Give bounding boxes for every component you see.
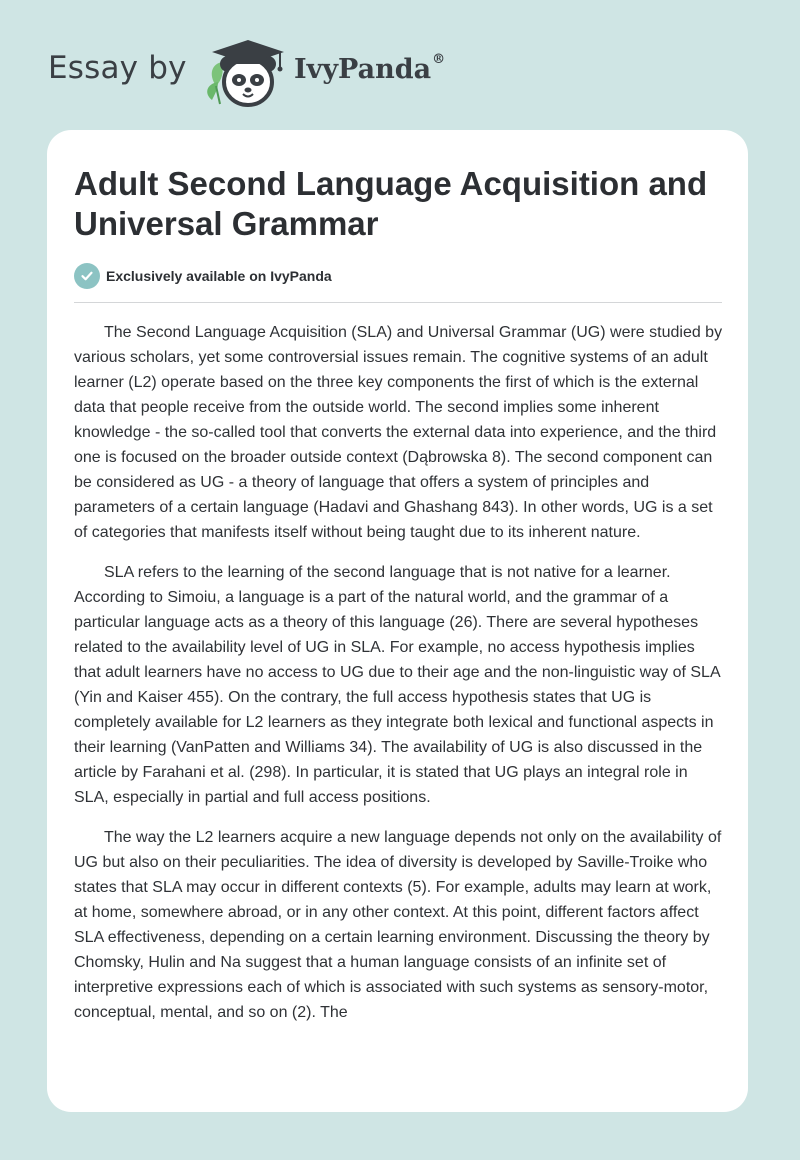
- exclusive-label: Exclusively available on IvyPanda: [106, 268, 332, 284]
- essay-by-label: Essay by: [48, 50, 187, 86]
- registered-mark: ®: [432, 52, 446, 67]
- page-title: Adult Second Language Acquisition and Universal Grammar: [74, 165, 708, 242]
- exclusive-badge: [74, 263, 332, 289]
- essay-body: [74, 320, 724, 1040]
- brand-header[interactable]: [48, 34, 468, 110]
- panda-graduate-icon: [202, 34, 288, 110]
- paragraph: The way the L2 learners acquire a new language depends not only on the availability of UG but also on their peculiarities. The idea of diversity is developed by Saville-Troike who states that SLA may occur in different contexts (5). For example, adults may learn at work, at home, somewhere abroad, or in any other context. At this point, different factors affect SLA effectiveness, depending on a certain learning environment. Discussing the theory by Chomsky, Hulin and Na suggest that a human language consists of an infinite set of interpretive expressions each of which is associated with such systems as sensory-motor, conceptual, mental, and so on (2). The: [74, 829, 722, 1021]
- brand-name: IvyPanda®: [294, 52, 446, 85]
- divider: [74, 302, 722, 303]
- essay-card: [47, 130, 748, 1112]
- paragraph: The Second Language Acquisition (SLA) and Universal Grammar (UG) were studied by various scholars, yet some controversial issues remain. The cognitive systems of an adult learner (L2) operate based on the three key components the first of which is the external data that people receive from the outside world. The second implies some inherent knowledge - the so-called tool that converts the external data into experience, and the third one is focused on the broader outside context (Dąbrowska 8). The second component can be considered as UG - a theory of language that offers a system of principles and parameters of a certain language (Hadavi and Ghashang 843). In other words, UG is a set of categories that manifests itself without being taught due to its inherent nature.: [74, 324, 723, 541]
- paragraph: SLA refers to the learning of the second language that is not native for a learner. According to Simoiu, a language is a part of the natural world, and the grammar of a particular language acts as a theory of this language (26). There are several hypotheses related to the availability level of UG in SLA. For example, no access hypothesis implies that adult learners have no access to UG due to their age and the non-linguistic way of SLA (Yin and Kaiser 455). On the contrary, the full access hypothesis states that UG is completely available for L2 learners as they integrate both lexical and functional aspects in their learning (VanPatten and Williams 34). The availability of UG is also discussed in the article by Farahani et al. (298). In particular, it is stated that UG plays an integral role in SLA, especially in partial and full access positions.: [74, 564, 720, 806]
- check-circle-icon: [74, 263, 100, 289]
